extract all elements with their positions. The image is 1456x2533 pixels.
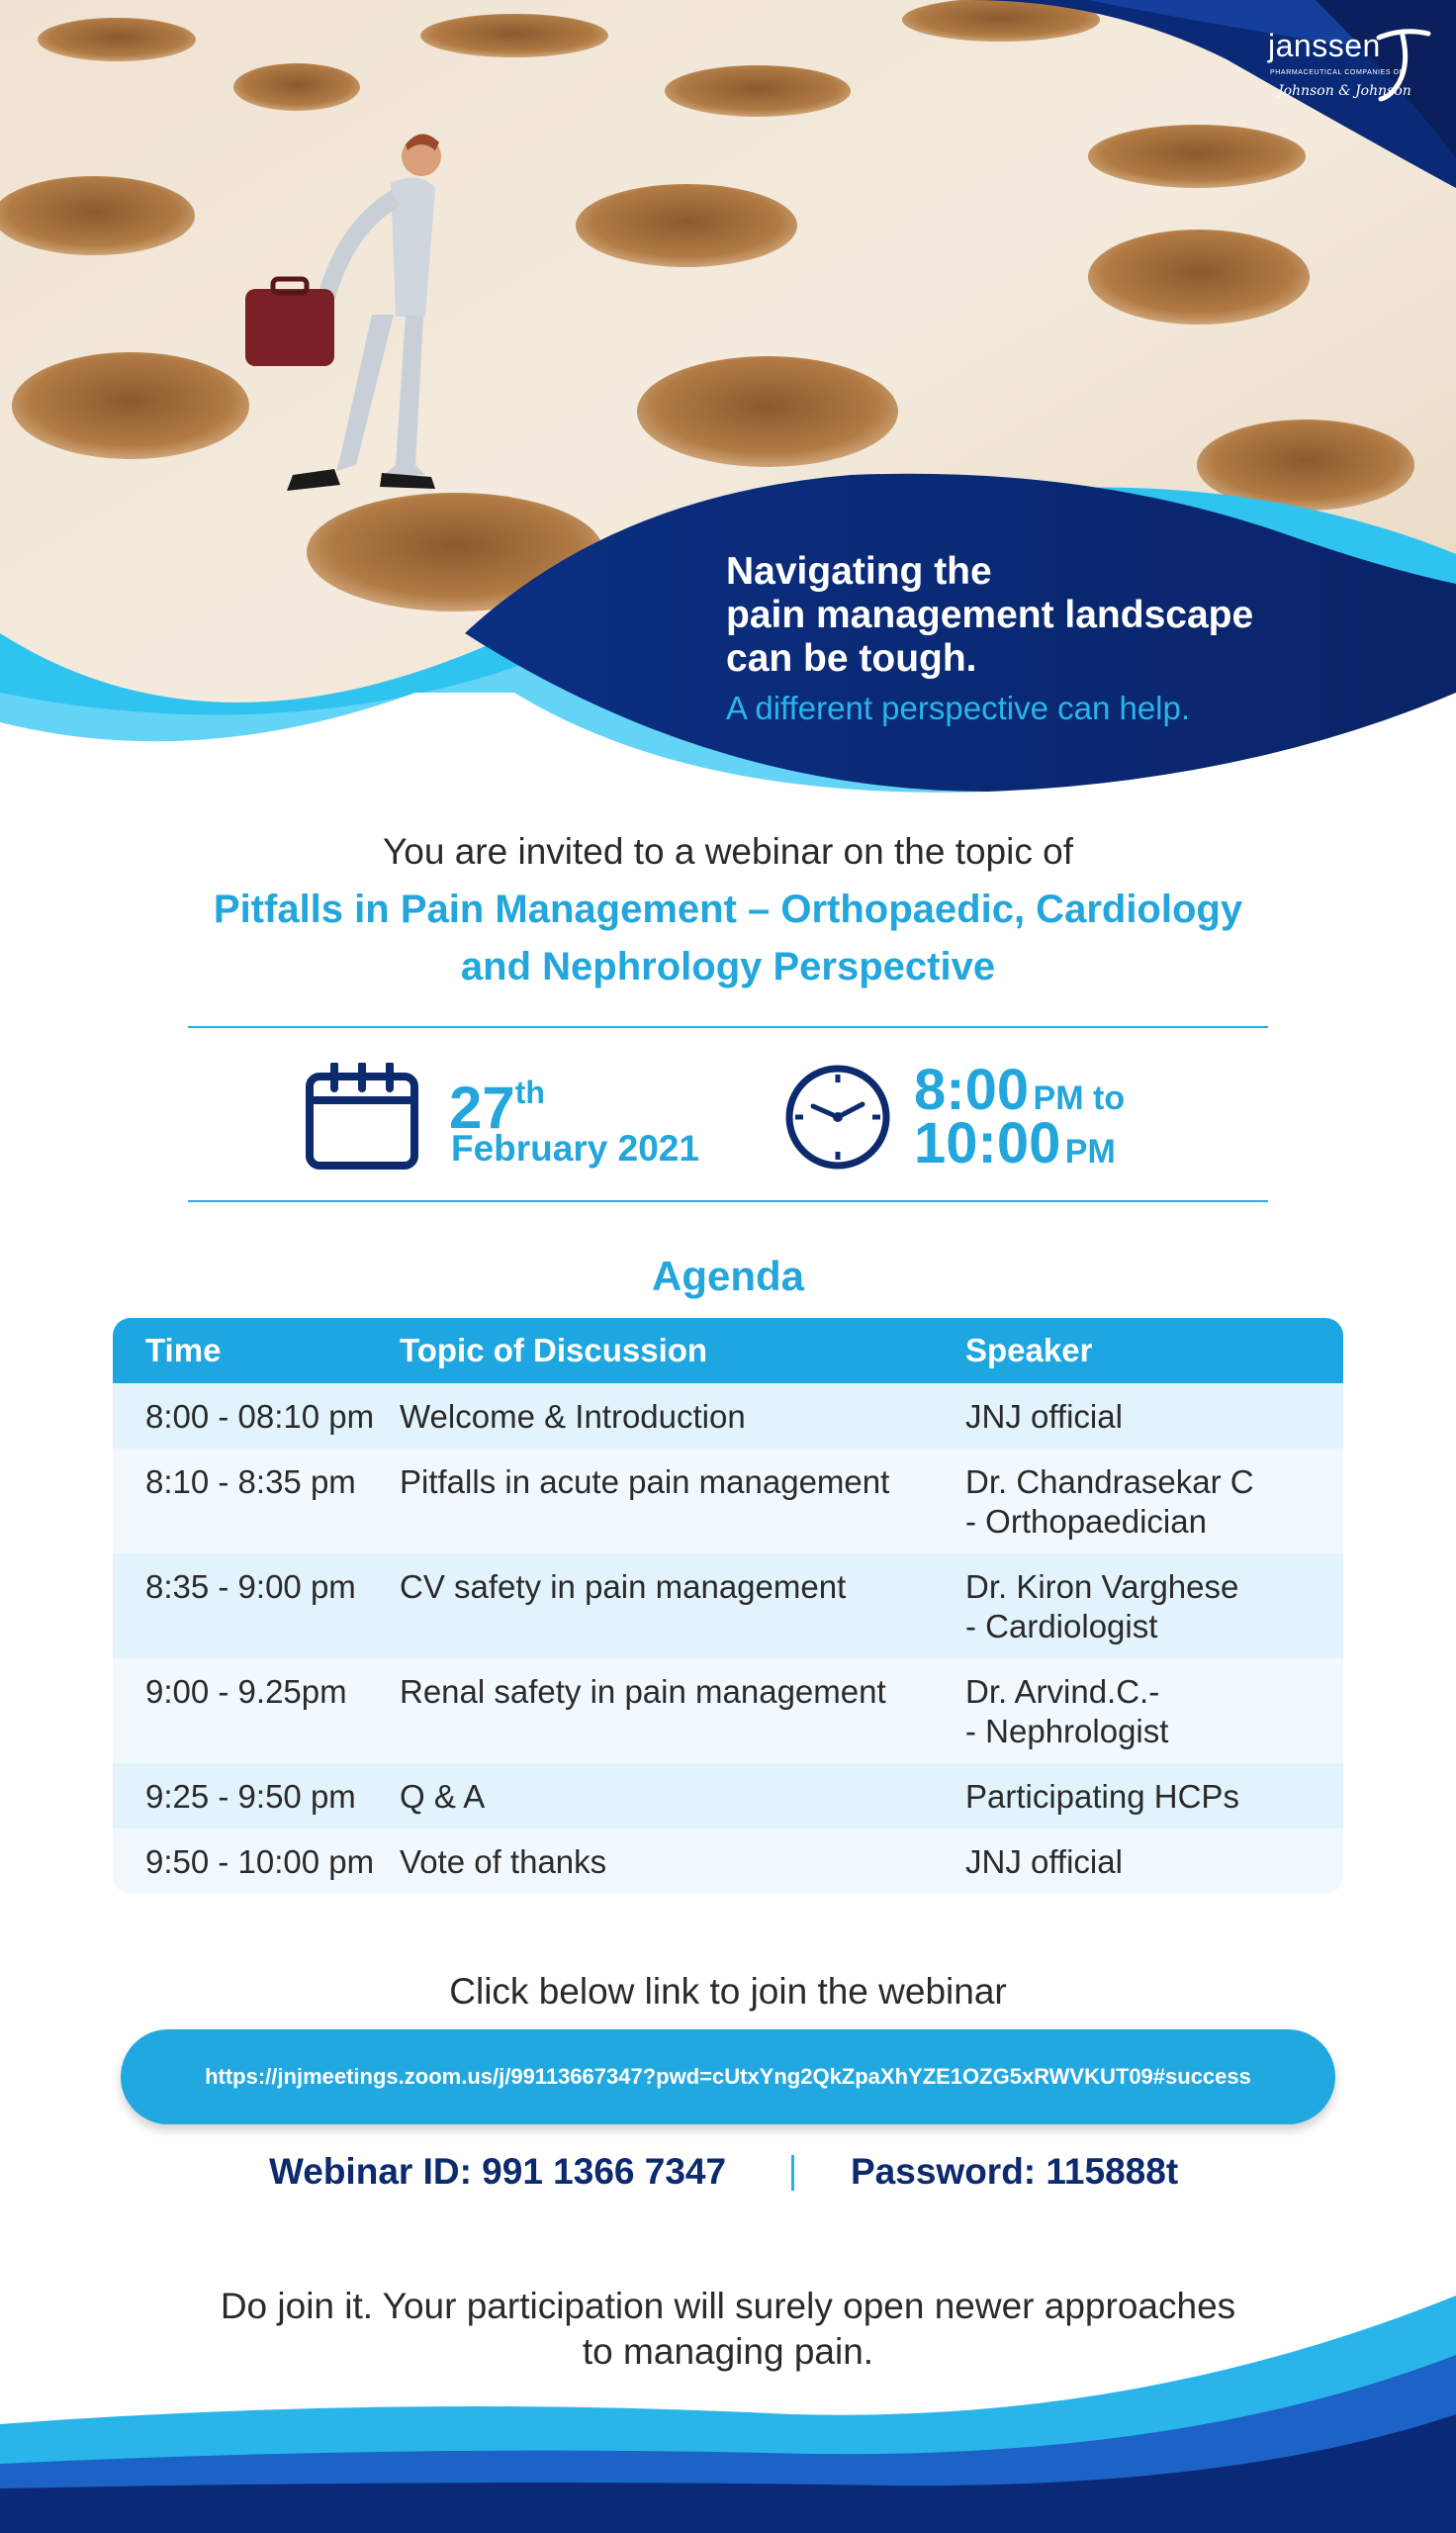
time-end	[914, 1111, 1116, 1175]
table-row	[113, 1383, 1343, 1449]
row-topic: Vote of thanks	[400, 1843, 607, 1880]
janssen-logo	[1256, 18, 1444, 107]
webinar-id: Webinar ID: 991 1366 7347	[269, 2151, 727, 2192]
header-speaker: Speaker	[965, 1332, 1093, 1368]
agenda-table	[113, 1318, 1343, 1894]
date-suffix: th	[514, 1075, 545, 1110]
webinar-join-link[interactable]: https://jnjmeetings.zoom.us/j/99113667347?pwd=cUtxYng2QkZpaXhYZE1OZG5xRWVKUT09#success	[121, 2029, 1335, 2124]
row-time: 9:25 - 9:50 pm	[145, 1778, 356, 1815]
clock-icon	[783, 1063, 892, 1172]
agenda-title: Agenda	[651, 1253, 804, 1299]
webinar-topic-line-1: Pitfalls in Pain Management – Orthopaedic, Cardiology	[213, 888, 1243, 931]
time-end-value: 10:00	[914, 1111, 1061, 1175]
hero-line-2: pain management landscape	[726, 594, 1254, 636]
join-prompt: Click below link to join the webinar	[449, 1971, 1007, 2012]
speaker-name: JNJ official	[965, 1843, 1123, 1880]
invitation	[0, 831, 1456, 995]
closing-line-1: Do join it. Your participation will surely open newer approaches	[220, 2286, 1236, 2326]
hero-tagline: A different perspective can help.	[726, 690, 1191, 726]
row-time: 8:35 - 9:00 pm	[145, 1568, 356, 1605]
time-start-value: 8:00	[914, 1058, 1030, 1122]
row-speaker	[965, 1462, 1343, 1542]
hero-headline	[726, 550, 1359, 730]
hero-banner	[0, 0, 1456, 821]
credentials-divider	[791, 2155, 794, 2191]
table-row	[113, 1658, 1343, 1763]
speaker-role: - Nephrologist	[965, 1713, 1169, 1749]
row-topic: Renal safety in pain management	[400, 1673, 886, 1710]
row-speaker	[965, 1777, 1343, 1817]
row-speaker	[965, 1567, 1343, 1646]
row-speaker	[965, 1672, 1343, 1751]
row-topic: Welcome & Introduction	[400, 1398, 746, 1435]
row-speaker	[965, 1397, 1343, 1437]
table-row	[113, 1449, 1343, 1553]
brand-parent: Johnson & Johnson	[1278, 83, 1411, 99]
time-start-suffix: PM to	[1033, 1079, 1126, 1117]
header-topic: Topic of Discussion	[400, 1332, 708, 1368]
row-time: 8:00 - 08:10 pm	[145, 1398, 375, 1435]
divider-bottom	[188, 1200, 1268, 1202]
invite-intro: You are invited to a webinar on the topic of	[383, 831, 1073, 872]
speaker-role: - Cardiologist	[965, 1608, 1158, 1644]
brand-sub: PHARMACEUTICAL COMPANIES OF	[1270, 69, 1405, 76]
table-row	[113, 1553, 1343, 1658]
speaker-name: Participating HCPs	[965, 1778, 1239, 1815]
header-time: Time	[145, 1332, 222, 1368]
speaker-name: Dr. Kiron Varghese	[965, 1568, 1239, 1605]
speaker-role: - Orthopaedician	[965, 1503, 1207, 1540]
speaker-name: Dr. Chandrasekar C	[965, 1463, 1254, 1500]
row-time: 9:00 - 9.25pm	[145, 1673, 347, 1710]
webinar-topic-line-2: and Nephrology Perspective	[460, 945, 996, 988]
date-day-number: 27	[449, 1075, 515, 1141]
brand-name: janssen	[1268, 28, 1381, 63]
closing-message	[0, 2284, 1456, 2375]
agenda-header-row	[113, 1318, 1343, 1383]
date-month: February 2021	[451, 1128, 699, 1169]
calendar-icon	[305, 1063, 419, 1172]
table-row	[113, 1763, 1343, 1829]
janssen-mark-icon	[1373, 26, 1432, 105]
closing-line-2: to managing pain.	[582, 2331, 874, 2372]
webinar-credentials	[0, 2151, 1456, 2201]
hero-line-3: can be tough.	[726, 637, 977, 680]
row-time: 8:10 - 8:35 pm	[145, 1463, 356, 1500]
speaker-name: JNJ official	[965, 1398, 1123, 1435]
row-topic: Pitfalls in acute pain management	[400, 1463, 890, 1500]
row-topic: Q & A	[400, 1778, 486, 1815]
event-date	[305, 1063, 720, 1172]
divider-top	[188, 1026, 1268, 1028]
agenda-body	[113, 1383, 1343, 1894]
event-time	[783, 1058, 1199, 1175]
row-speaker	[965, 1842, 1343, 1882]
row-topic: CV safety in pain management	[400, 1568, 847, 1605]
row-time: 9:50 - 10:00 pm	[145, 1843, 375, 1880]
hero-line-1: Navigating the	[726, 550, 992, 593]
webinar-password: Password: 115888t	[851, 2151, 1179, 2192]
time-end-suffix: PM	[1064, 1133, 1116, 1171]
table-row	[113, 1829, 1343, 1894]
speaker-name: Dr. Arvind.C.-	[965, 1673, 1160, 1710]
